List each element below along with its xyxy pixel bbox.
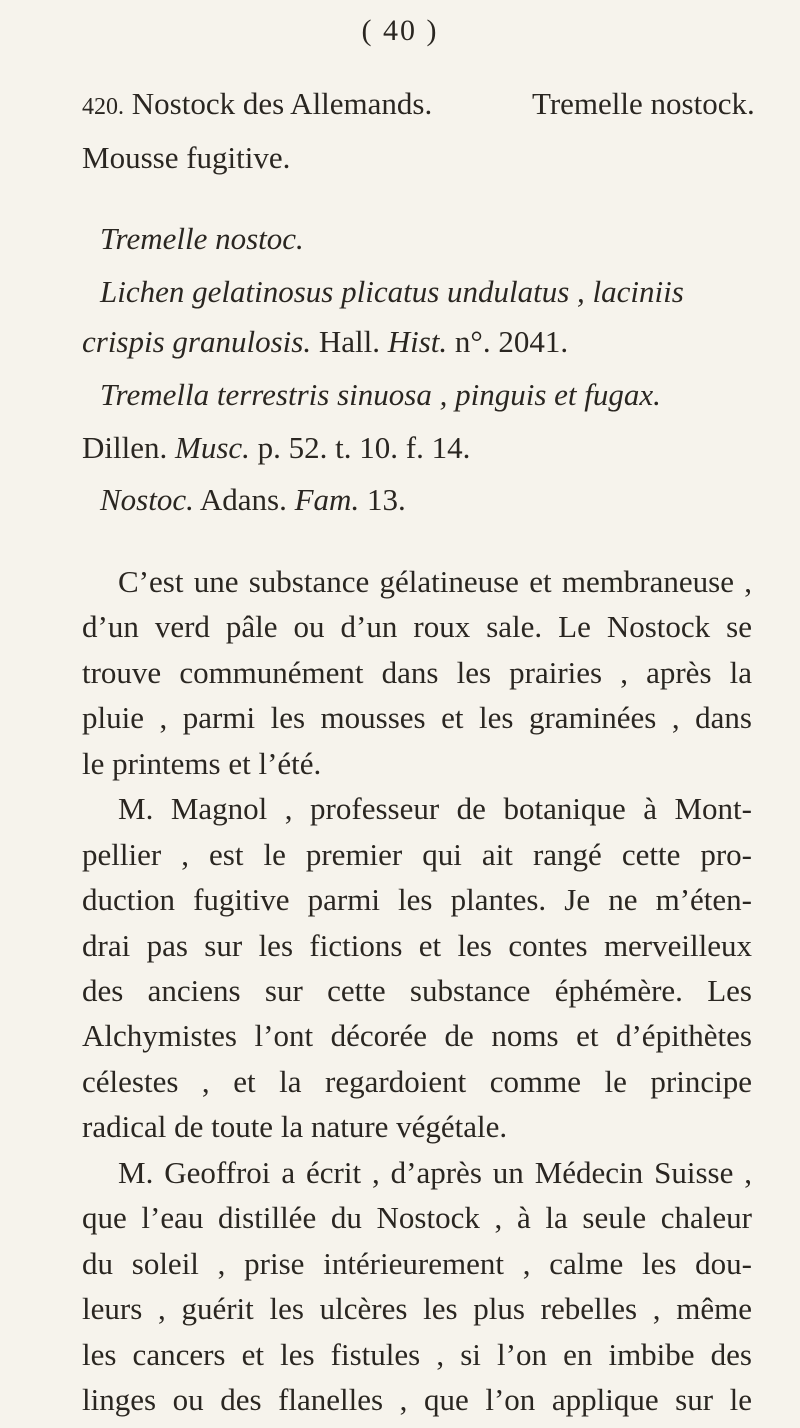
body-line: pellier , est le premier qui ait rangé cette pro- — [82, 837, 752, 872]
synonym-line — [100, 272, 684, 312]
synonym-italic: crispis granulosis. — [82, 324, 312, 359]
synonym-italic: Hist. — [387, 324, 448, 359]
body-line: duction fugitive parmi les plantes. Je ne m’éten- — [82, 882, 752, 917]
body-line: des anciens sur cette substance éphémère. Les — [82, 973, 752, 1008]
body-line: radical de toute la nature végétale. — [82, 1109, 508, 1144]
body-line: célestes , et la regardoient comme le principe — [82, 1064, 752, 1099]
body-line: pluie , parmi les mousses et les graminées , dans — [82, 700, 752, 735]
body-line: drai pas sur les fictions et les contes merveilleux — [82, 928, 752, 963]
body-line: d’un verd pâle ou d’un roux sale. Le Nostock se — [82, 609, 752, 644]
synonym-text: Adans. — [193, 482, 295, 517]
body-line: le printems et l’été. — [82, 746, 322, 781]
entry-alt-name: Tremelle nostock. — [532, 86, 755, 121]
entry-heading — [82, 84, 782, 127]
body-line: M. Geoffroi a écrit , d’après un Médecin Suisse , — [118, 1155, 752, 1190]
synonym-italic: Nostoc. — [100, 482, 194, 517]
synonym-line: Tremelle nostoc. — [100, 221, 304, 256]
body-line: leurs , guérit les ulcères les plus rebelles , même — [82, 1291, 752, 1326]
synonym-line — [82, 428, 470, 468]
synonym-text: p. 52. t. 10. f. 14. — [249, 430, 471, 465]
synonym-text: Hall. — [311, 324, 388, 359]
body-line: C’est une substance gélatineuse et membraneuse , — [118, 564, 752, 599]
synonym-text: Dillen. — [82, 430, 175, 465]
synonym-italic: Lichen gelatinosus plicatus undulatus , laciniis — [100, 274, 684, 309]
body-line: linges ou des flanelles , que l’on applique sur le — [82, 1382, 752, 1417]
body-line: M. Magnol , professeur de botanique à Mont- — [118, 791, 752, 826]
body-line: les cancers et les fistules , si l’on en imbibe des — [82, 1337, 752, 1372]
synonym-italic: Musc. — [175, 430, 250, 465]
synonym-text: n°. 2041. — [447, 324, 569, 359]
entry-number: 420. — [82, 94, 124, 120]
body-line: Alchymistes l’ont décorée de noms et d’épithètes — [82, 1018, 752, 1053]
body-line: du soleil , prise intérieurement , calme les dou- — [82, 1246, 752, 1281]
entry-title: Nostock des Allemands. — [131, 86, 433, 121]
synonym-line: Tremella terrestris sinuosa , pinguis et fugax. — [100, 377, 661, 412]
synonym-line — [82, 322, 568, 362]
body-line: que l’eau distillée du Nostock , à la seule chaleur — [82, 1200, 752, 1235]
synonym-italic: Fam. — [294, 482, 360, 517]
synonym-line — [100, 480, 406, 520]
page-number-header: ( 40 ) — [361, 14, 439, 47]
body-line: trouve communément dans les prairies , après la — [82, 655, 752, 690]
synonym-text: 13. — [359, 482, 406, 517]
entry-second-name: Mousse fugitive. — [82, 140, 291, 175]
